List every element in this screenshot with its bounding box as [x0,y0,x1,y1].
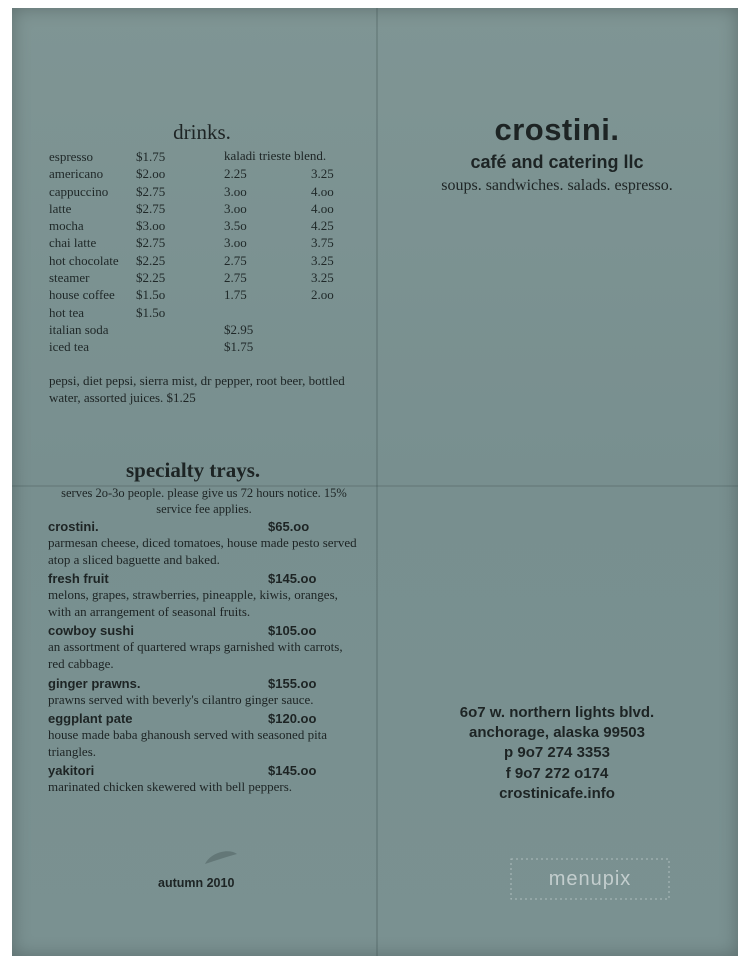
trays-heading: specialty trays. [126,458,261,482]
drink-price: $3.oo [136,218,166,234]
brand-subtitle: café and catering llc [470,152,644,172]
trays-list [48,518,358,798]
drink-price: $2.oo [136,166,166,182]
drink-row [49,338,379,355]
drink-name: chai latte [49,235,97,251]
drink-row [49,321,379,338]
drink-price-medium: 2.75 [224,252,247,268]
drinks-heading: drinks. [173,120,231,144]
edition-label: autumn 2010 [158,876,235,890]
tray-description: marinated chicken skewered with bell peppers. [48,779,293,795]
tray-head [48,518,358,535]
watermark [510,858,670,900]
drink-price-medium: 2.25 [224,166,247,182]
drink-name: hot tea [49,304,85,320]
tray-description: prawns served with beverly's cilantro ginger sauce. [48,691,314,707]
address-line-1: 6o7 w. northern lights blvd. [459,704,655,721]
tray-head [48,762,358,779]
drink-price-medium: 3.oo [224,200,247,216]
drink-row [49,234,379,251]
drink-price: $2.25 [136,270,166,286]
drink-name: house coffee [49,287,115,303]
tray-name: crostini. [48,519,99,534]
blend-header: kaladi trieste blend. [224,148,327,163]
tray-item [48,710,358,760]
tray-name: eggplant pate [48,711,133,727]
drink-price-large: 4.oo [311,183,334,199]
drink-name: latte [49,200,72,216]
trays-intro: serves 2o-3o people. please give us 72 hours notice. 15% service fee applies. [61,486,347,516]
brand-name: crostini. [494,112,620,147]
drink-name: mocha [49,218,84,234]
drink-price-large: 3.25 [311,166,334,182]
tray-item [48,518,358,568]
drink-name: espresso [49,149,94,164]
drink-price-medium: 3.oo [224,183,247,199]
drink-price-medium: 3.oo [224,235,247,251]
drink-name: cappuccino [49,183,109,199]
drink-name: iced tea [49,339,90,355]
drink-name: italian soda [49,321,109,337]
drink-price-large: 4.oo [311,200,334,216]
tray-name: ginger prawns. [48,675,141,691]
fax-number: f 9o7 272 o174 [505,764,609,782]
drink-row [49,252,379,269]
watermark-text: menupix [548,868,632,890]
drink-row [49,286,379,303]
drink-row [49,217,379,234]
website-link[interactable]: crostinicafe.info [499,784,615,802]
tray-price: $120.oo [268,711,317,727]
drink-price: $2.75 [136,183,166,199]
tray-price: $65.oo [268,519,310,534]
drink-price: $2.75 [136,235,166,251]
tray-description: parmesan cheese, diced tomatoes, house made pesto served atop a sliced baguette and baked. [48,535,357,567]
drink-row [49,183,379,200]
tray-description: an assortment of quartered wraps garnished with carrots, red cabbage. [48,639,343,671]
tray-price: $145.oo [268,571,317,587]
leaf-logo-icon [201,848,241,868]
drink-row [49,304,379,321]
drink-name: steamer [49,270,90,286]
drink-price-large: 2.oo [311,287,334,303]
drink-price-large: 3.25 [311,252,334,268]
tray-item [48,622,358,672]
tray-name: fresh fruit [48,571,109,587]
drink-price-large: 3.25 [311,270,334,286]
soft-drinks-note: pepsi, diet pepsi, sierra mist, dr pepper, root beer, bottled water, assorted juices. $1.25 [49,373,345,405]
brand-block [376,112,738,195]
drink-price-large: 3.75 [311,235,334,251]
tray-description: melons, grapes, strawberries, pineapple, kiwis, oranges, with an arrangement of seasonal fruits. [48,587,338,619]
tray-head [48,675,358,692]
drink-name: americano [49,166,104,182]
drink-row [49,165,379,182]
drink-price-medium: $2.95 [224,321,254,337]
drink-price-medium: $1.75 [224,339,254,355]
tray-head [48,570,358,587]
drink-price-large: 4.25 [311,218,334,234]
contact-block [376,703,738,804]
tray-name: cowboy sushi [48,623,134,639]
drink-row [49,148,379,165]
drink-price-medium: 2.75 [224,270,247,286]
tray-price: $155.oo [268,675,317,691]
drink-row [49,200,379,217]
tray-price: $145.oo [268,763,317,779]
address-line-2: anchorage, alaska 99503 [469,724,645,742]
drink-price-medium: 1.75 [224,287,247,303]
tray-head [48,622,358,639]
drinks-list [49,148,379,356]
drink-price: $1.5o [136,287,166,303]
tray-item [48,762,358,796]
drink-price: $1.75 [136,149,166,164]
drink-name: hot chocolate [49,252,119,268]
drink-price-medium: 3.5o [224,218,247,234]
tray-head [48,710,358,727]
drink-price: $1.5o [136,304,166,320]
tray-price: $105.oo [268,623,317,639]
tray-item [48,570,358,620]
drink-row [49,269,379,286]
drink-price: $2.25 [136,252,166,268]
brand-tagline: soups. sandwiches. salads. espresso. [441,177,673,194]
tray-description: house made baba ghanoush served with seasoned pita triangles. [48,727,328,759]
drink-price: $2.75 [136,200,166,216]
phone-number: p 9o7 274 3353 [504,744,610,762]
tray-item [48,675,358,709]
tray-name: yakitori [48,763,95,779]
